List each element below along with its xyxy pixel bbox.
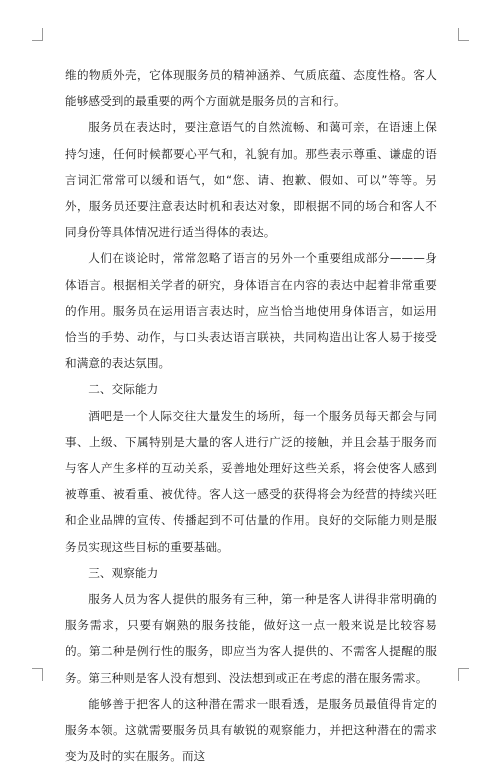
section-heading-communication: 二、交际能力 [88,382,159,397]
crop-mark-top-right [458,28,469,41]
paragraph-body-language: 人们在谈论时，常常忽略了语言的另外一个重要组成部分———身体语言。根据相关学者的研究，身体语言在内容的表达中起着非常重要的作用。服务员在运用语言表达时，应当恰当地使用身体语言，如运用恰当的手势、动作，与口头表达语言联袂，共同构造出让客人易于接受和满意的表达氛围。 [65,251,437,371]
paragraph-expression-tone: 服务员在表达时，要注意语气的自然流畅、和蔼可亲，在语速上保持匀速，任何时候都要心平气和，礼貌有加。那些表示尊重、谦虚的语言词汇常常可以缓和语气，如“您、请、抱歉、假如、可以”等等。另外，服务员还要注意表达时机和表达对象，即根据不同的场合和客人不同身份等具体情况进行适当得体的表达。 [65,120,437,240]
section-heading-observation: 三、观察能力 [88,565,159,580]
document-body [65,62,437,769]
paragraph-communication: 酒吧是一个人际交往大量发生的场所，每一个服务员每天都会与同事、上级、下属特别是大量的客人进行广泛的接触，并且会基于服务而与客人产生多样的互动关系，妥善地处理好这些关系，将会使客人感到被尊重、被看重、被优待。客人这一感受的获得将会为经营的持续兴旺和企业品牌的宣传、传播起到不可估量的作用。良好的交际能力则是服务员实现这些目标的重要基础。 [65,408,437,554]
crop-mark-bottom-right [458,668,469,681]
paragraph-observation: 能够善于把客人的这种潜在需求一眼看透，是服务员最值得肯定的服务本领。这就需要服务员具有敏锐的观察能力，并把这种潜在的需求变为及时的实在服务。而这 [65,696,437,764]
crop-mark-bottom-left [32,668,43,681]
paragraph-continuation: 维的物质外壳，它体现服务员的精神涵养、气质底蕴、态度性格。客人能够感受到的最重要的两个方面就是服务员的言和行。 [65,68,437,109]
crop-mark-top-left [32,28,43,41]
paragraph-service-types: 服务人员为客人提供的服务有三种，第一种是客人讲得非常明确的服务需求，只要有娴熟的服务技能，做好这一点一般来说是比较容易的。第二种是例行性的服务，即应当为客人提供的、不需客人提醒的服务。第三种则是客人没有想到、没法想到或正在考虑的潜在服务需求。 [65,592,437,685]
